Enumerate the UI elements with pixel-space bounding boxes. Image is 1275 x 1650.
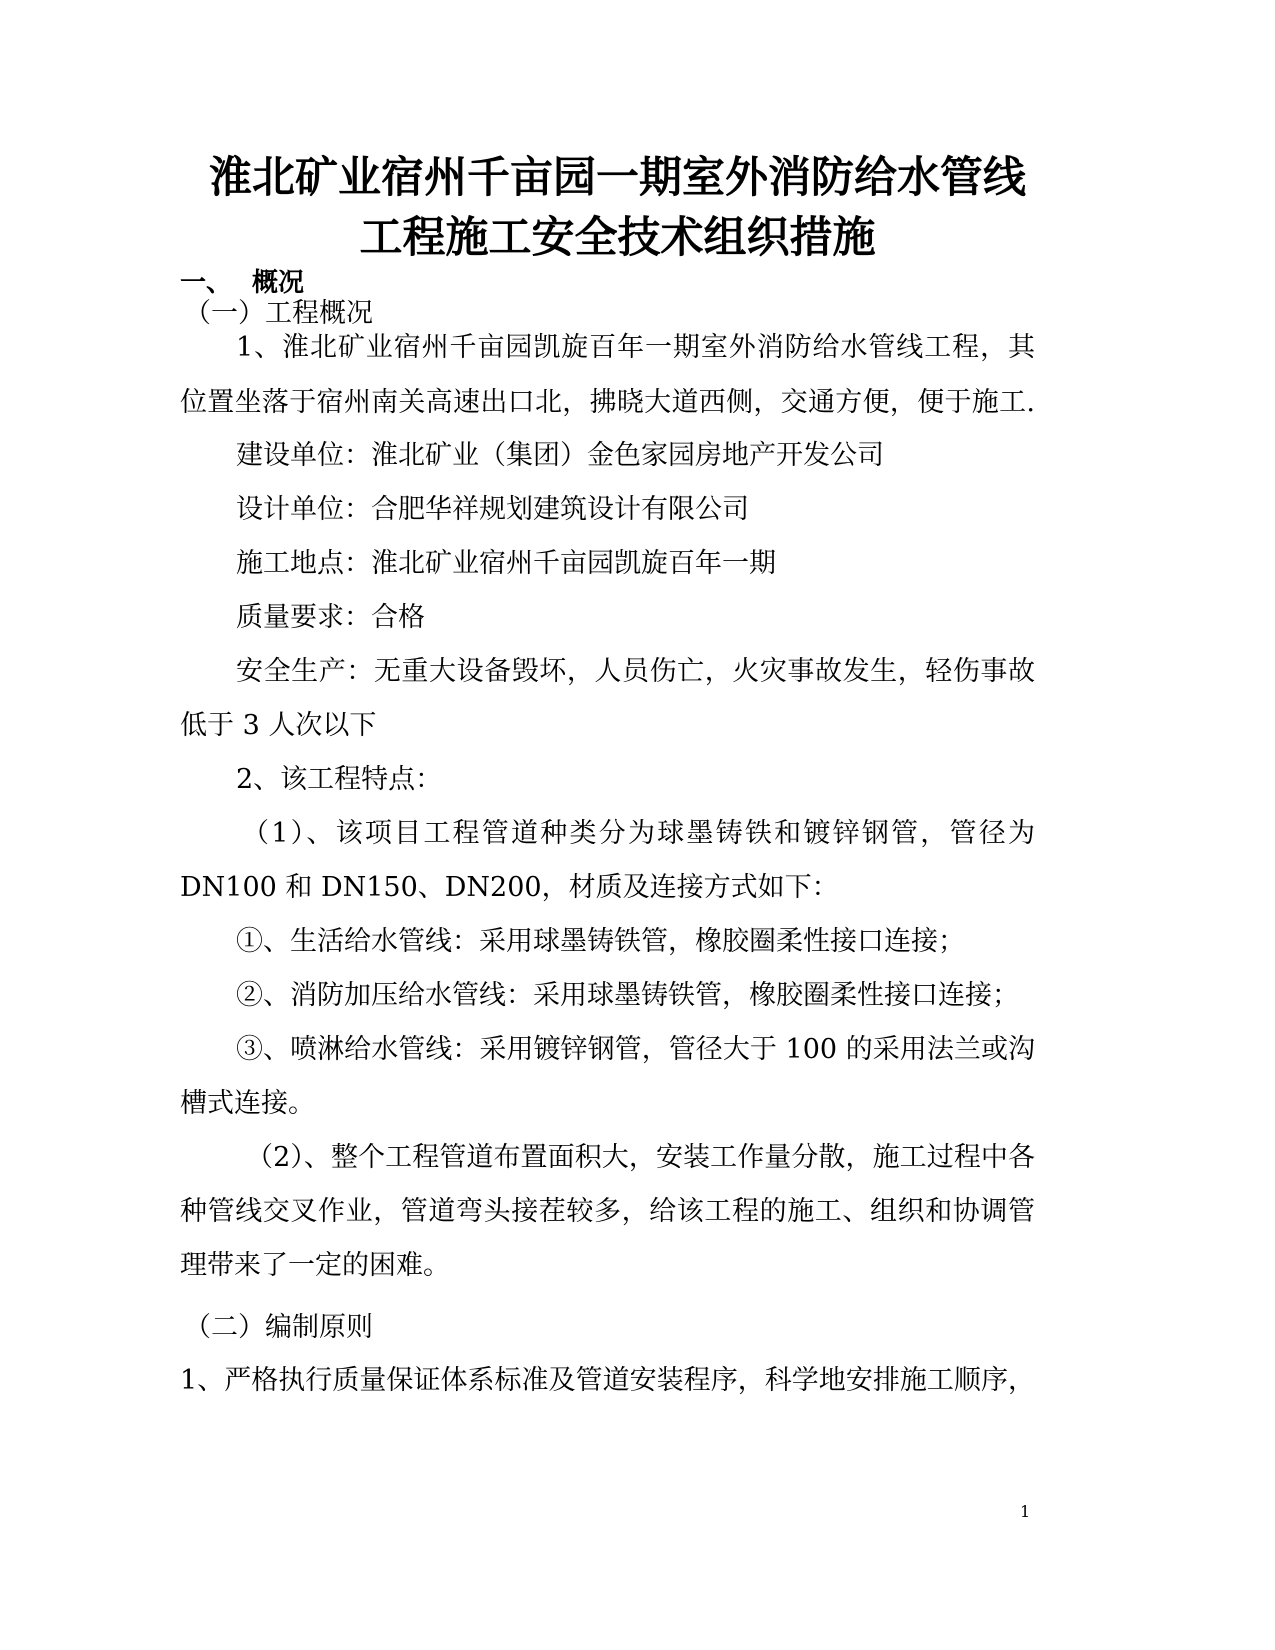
feature-paragraph-line: DN100 和 DN150、DN200，材质及连接方式如下： (180, 872, 839, 903)
subsection-title-project-overview: （一）工程概况 (184, 298, 373, 329)
feature-paragraph-line: 种管线交叉作业，管道弯头接茬较多，给该工程的施工、组织和协调管 (180, 1196, 1035, 1227)
construction-unit: 建设单位：淮北矿业（集团）金色家园房地产开发公司 (236, 440, 884, 471)
feature-paragraph-line: 理带来了一定的困难。 (180, 1250, 450, 1281)
subsection-title-principles: （二）编制原则 (184, 1312, 373, 1343)
construction-site: 施工地点：淮北矿业宿州千亩园凯旋百年一期 (236, 548, 776, 579)
list-item: ③、喷淋给水管线：采用镀锌钢管，管径大于 100 的采用法兰或沟 (236, 1034, 1035, 1065)
list-item-continuation: 槽式连接。 (180, 1088, 315, 1119)
section-heading-overview (180, 266, 304, 300)
section-title: 概况 (252, 268, 305, 298)
page-number: 1 (1020, 1502, 1031, 1521)
paragraph-line: 位置坐落于宿州南关高速出口北，拂晓大道西侧，交通方便，便于施工. (180, 387, 1035, 418)
section-number: 一、 (180, 268, 233, 298)
design-unit: 设计单位：合肥华祥规划建筑设计有限公司 (236, 494, 749, 525)
feature-paragraph-line: （1）、该项目工程管道种类分为球墨铸铁和镀锌钢管，管径为 (242, 818, 1035, 849)
paragraph-line: 1、淮北矿业宿州千亩园凯旋百年一期室外消防给水管线工程，其 (236, 332, 1035, 363)
feature-paragraph-line: （2）、整个工程管道布置面积大，安装工作量分散，施工过程中各 (246, 1142, 1035, 1173)
list-item: ①、生活给水管线：采用球墨铸铁管，橡胶圈柔性接口连接； (236, 926, 965, 957)
paragraph-line: 1、严格执行质量保证体系标准及管道安装程序，科学地安排施工顺序， (180, 1365, 1035, 1396)
safety-requirement-line: 低于 3 人次以下 (180, 710, 377, 741)
list-item: ②、消防加压给水管线：采用球墨铸铁管，橡胶圈柔性接口连接； (236, 980, 1019, 1011)
document-title-line2: 工程施工安全技术组织措施 (359, 213, 876, 263)
safety-requirement-line: 安全生产：无重大设备毁坏，人员伤亡，火灾事故发生，轻伤事故 (236, 656, 1035, 687)
features-title: 2、该工程特点： (236, 764, 443, 795)
document-title-line1: 淮北矿业宿州千亩园一期室外消防给水管线 (209, 153, 1026, 203)
quality-requirement: 质量要求：合格 (236, 602, 425, 633)
